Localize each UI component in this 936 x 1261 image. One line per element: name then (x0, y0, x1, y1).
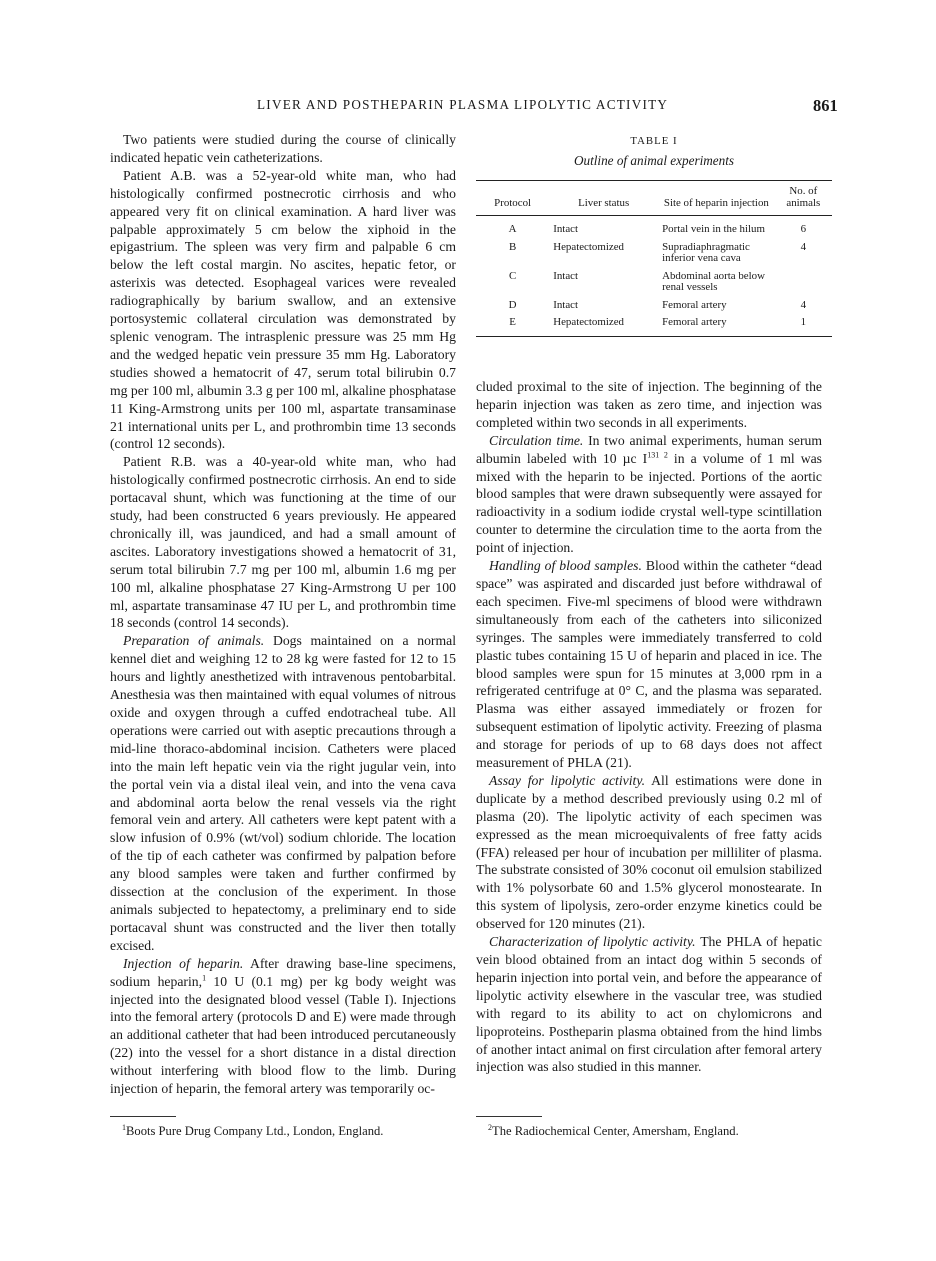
cell-site: Abdominal aorta below renal vessels (662, 269, 765, 293)
table-row (476, 298, 832, 316)
footnote-divider (110, 1116, 176, 1117)
cell-liver-status: Intact (553, 298, 579, 311)
footnote-marker: 1 (202, 973, 207, 983)
cell-liver-status: Hepatectomized (549, 315, 658, 336)
header-protocol: Protocol (476, 181, 549, 216)
section-lead: Injection of heparin. (123, 955, 244, 971)
cell-liver-status: Hepatectomized (553, 240, 624, 253)
cell-animals: 4 (800, 240, 807, 253)
section-lead: Handling of blood samples. (489, 558, 642, 574)
footnote-marker: 1 (122, 1122, 126, 1132)
footnote-divider (476, 1116, 542, 1117)
table-row (476, 216, 832, 240)
cell-protocol: E (476, 315, 549, 336)
header-liver-status: Liver status (549, 181, 658, 216)
header-site: Site of heparin injection (658, 181, 774, 216)
paragraph-text: The PHLA of hepatic vein blood obtained from an intact dog within 5 seconds of heparin injection into portal vein, and before the appearance of lipolytic activity elsewhere in the vascular tree, was studied with regard to its ability to act on chylomicrons and lipoproteins. Postheparin plasma obtained from the hind limbs of another intact animal on first circulation after femoral artery injection was also studied in this manner. (476, 934, 822, 1075)
footnote-marker: 2 (488, 1122, 492, 1132)
isotope-superscript: 131 2 (647, 450, 668, 460)
cell-protocol: D (508, 298, 517, 311)
cell-animals: 6 (800, 223, 807, 235)
footnote (122, 1124, 383, 1139)
footnote-text: Boots Pure Drug Company Ltd., London, England. (126, 1124, 384, 1138)
table-row (476, 269, 832, 298)
cell-site: Femoral artery (662, 298, 727, 311)
paragraph (476, 557, 822, 772)
paragraph-text: Dogs maintained on a normal kennel diet and weighing 12 to 28 kg were fasted for 12 to 15 hours and lightly anesthetized with intravenous pentobarbital. Anesthesia was then maintained with equal volumes of nitrous oxide and oxygen through a cuffed endotracheal tube. All operations were carried out with aseptic precautions through a mid-line thoraco-abdominal incision. Catheters were placed into the main left hepatic vein via the right jugular vein, into the portal vein via a distal ileal vein, and into the vena cava and abdominal aorta below the renal vessels via the right femoral vein and artery. All catheters were kept patent with a slow infusion of 0.9% (wt/vol) sodium chloride. The location of the tip of each catheter was confirmed by palpation before any blood samples were taken and further confirmed by dissection at the conclusion of the experiment. In those animals subjected to hepatectomy, a preliminary end to side portacaval shunt was constructed and the liver then totally excised. (110, 633, 456, 953)
running-head: LIVER AND POSTHEPARIN PLASMA LIPOLYTIC ACTIVITY (257, 97, 669, 112)
paragraph (476, 772, 822, 933)
paragraph: Patient A.B. was a 52-year-old white man, who had histologically confirmed postnecrotic cirrhosis and who appeared very fit on clinical examination. A hard liver was palpable approximately 5 cm below the xiphoid in the epigastrium. The spleen was very firm and palpable 6 cm below the left costal margin. No ascites, hepatic fetor, or asterixis was detected. Esophageal varices were revealed radiographically by barium swallow, and an extensive portosystemic collateral circulation was demonstrated by splenic venogram. The intrasplenic pressure was 25 mm Hg and the wedged hepatic vein pressure 35 mm Hg. Laboratory studies showed a hematocrit of 47, serum total bilirubin 0.7 mg per 100 ml, albumin 3.3 g per 100 ml, alkaline phosphatase 11 King-Armstrong units per 100 ml, aspartate transaminase 21 international units per L, and prothrombin time 13 seconds (control 12 seconds). (110, 167, 456, 452)
paragraph-text: in a volume of 1 ml was mixed with the heparin to be injected. Portions of the aortic blood samples that were drawn subsequently were assayed for radioactivity in a sodium iodide crystal well-type scintillation counter to determine the circulation time to the aorta from the point of injection. (476, 450, 822, 556)
cell-animals (775, 269, 832, 298)
section-lead: Assay for lipolytic activity. (489, 772, 646, 788)
paragraph-text: After drawing base-line specimens, sodium heparin, (110, 955, 456, 989)
paragraph: Patient R.B. was a 40-year-old white man, who had histologically confirmed postnecrotic cirrhosis. An end to side portacaval shunt, which was functioning at the time of our study, had been constructed 6 years previously. He appeared chronically ill, was jaundiced, and had a small amount of ascites. Laboratory investigations showed a hematocrit of 31, serum total bilirubin 7.7 mg per 100 ml, albumin 1.6 mg per 100 ml, alkaline phosphatase 27 King-Armstrong U per 100 ml, aspartate transaminase 47 IU per L, and prothrombin time 18 seconds (control 14 seconds). (110, 454, 456, 631)
cell-protocol: B (508, 240, 517, 253)
table-header-row (476, 181, 832, 216)
cell-protocol: C (508, 269, 517, 282)
cell-protocol: A (508, 223, 517, 235)
paragraph-text: 10 U (0.1 mg) per kg body weight was injected into the designated blood vessel (Table I). Injections into the femoral artery (protocols D and E) were made through an additional catheter that had been introduced percutaneously (22) into the vessel for a short distance in a distal direction without interfering with blood flow to the limb. During injection of heparin, the femoral artery was temporarily oc- (110, 973, 456, 1097)
table-block (476, 135, 832, 337)
table-title: Outline of animal experiments (573, 153, 735, 168)
paragraph (476, 933, 822, 1076)
cell-site: Portal vein in the hilum (662, 223, 765, 235)
cell-liver-status: Intact (553, 269, 579, 282)
cell-animals: 1 (775, 315, 832, 336)
footnote-text: The Radiochemical Center, Amersham, England. (492, 1124, 739, 1138)
paragraph-text: Blood within the catheter “dead space” was aspirated and discarded just before withdrawal of each specimen. Five-ml specimens of blood were withdrawn simultaneously from each of the catheters into siliconized syringes. The samples were immediately transferred to cold plastic tubes containing 15 U of heparin and placed in ice. The blood samples were spun for 15 minutes at 3,000 rpm in a refrigerated centrifuge at 0° C, and the plasma was separated. Plasma was either assayed immediately or frozen for subsequent estimation of lipolytic activity. Freezing of plasma and storage for periods of up to 68 days does not affect measurement of PHLA (21). (476, 558, 822, 771)
table-row (476, 315, 832, 336)
paragraph-text: All estimations were done in duplicate by a method described previously using 0.2 ml of plasma (20). The lipolytic activity of each specimen was expressed as the mean microequivalents of free fatty acids (FFA) released per hour of incubation per milliliter of plasma. The substrate consisted of 30% coconut oil emulsion stabilized with 1% polysorbate 60 and 1.5% glycerol monostearate. In this system of lipolysis, zero-order enzyme kinetics could be observed for 120 minutes (21). (476, 772, 822, 932)
table-row (476, 240, 832, 269)
paragraph: cluded proximal to the site of injection. The beginning of the heparin injection was taken as zero time, and injection was completed within two seconds in all experiments. (476, 379, 822, 430)
section-lead: Circulation time. (489, 432, 584, 448)
cell-site: Femoral artery (658, 315, 774, 336)
cell-liver-status: Intact (553, 223, 579, 235)
section-lead: Preparation of animals. (123, 633, 265, 649)
paragraph (110, 955, 456, 1098)
paragraph-text: In two animal experiments, human serum albumin labeled with 10 µc I (476, 432, 822, 466)
paragraph (476, 432, 822, 557)
section-lead: Characterization of lipolytic activity. (489, 934, 696, 950)
paragraph: Two patients were studied during the course of clinically indicated hepatic vein catheterizations. (110, 132, 456, 165)
right-column (476, 378, 822, 1076)
experiments-table (476, 180, 832, 337)
page-number: 861 (813, 96, 838, 115)
footnote (488, 1124, 739, 1139)
header-animals: No. of animals (775, 181, 832, 216)
cell-site: Supradiaphragmatic inferior vena cava (662, 240, 750, 264)
cell-animals: 4 (800, 298, 807, 311)
paragraph (110, 632, 456, 954)
table-label: TABLE I (630, 135, 678, 147)
left-column (110, 131, 456, 1098)
